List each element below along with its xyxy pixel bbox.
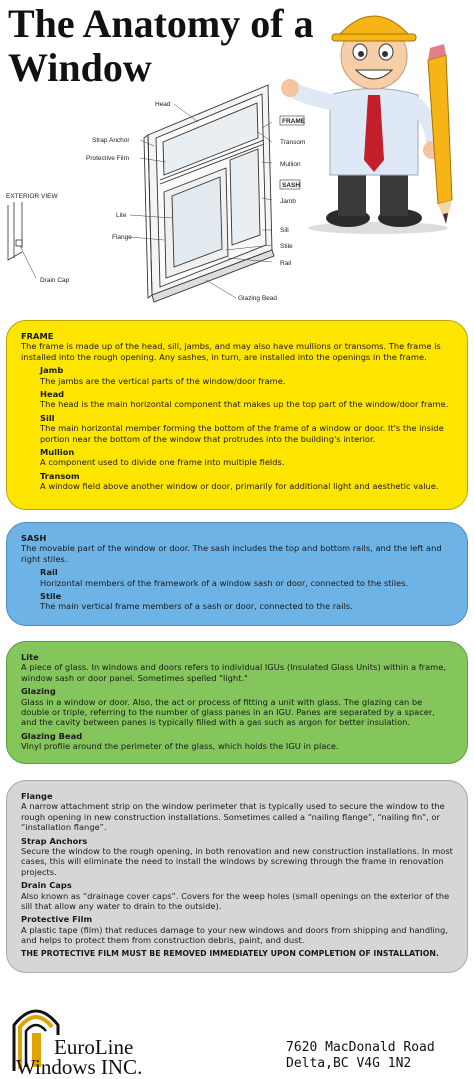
sash-description: The movable part of the window or door. The sash includes the top and bottom rails, and the left and right stiles. — [21, 543, 442, 564]
def-flange: A narrow attachment strip on the window perimeter that is typically used to secure the window to the rough opening in new construction installations. Sometimes called a “nailing flange”, “nailing fin”, or “installation flange”. — [21, 801, 445, 833]
exterior-view-inset — [8, 202, 22, 260]
label-mullion: Mullion — [280, 161, 301, 168]
protective-film-notice: THE PROTECTIVE FILM MUST BE REMOVED IMMEDIATELY UPON COMPLETION OF INSTALLATION. — [21, 948, 439, 958]
frame-items — [21, 365, 453, 491]
window-diagram — [0, 80, 306, 310]
term-jamb: Jamb — [40, 365, 64, 376]
term-flange: Flange — [21, 791, 53, 801]
glass-section — [6, 641, 468, 764]
label-transom: Transom — [280, 139, 306, 146]
def-strap-anchors: Secure the window to the rough opening, in both renovation and new construction installations. In most cases, this will eliminate the need to install the windows by screwing through the frame in renovation projects. — [21, 846, 453, 877]
label-sill: Sill — [280, 227, 289, 234]
hard-hat-icon — [332, 16, 416, 41]
sash-heading: SASH — [21, 533, 47, 543]
def-mullion: A component used to divide one frame into multiple fields. — [40, 457, 285, 468]
label-flange: Flange — [112, 234, 132, 241]
def-protective-film: A plastic tape (film) that reduces damage to your new windows and doors from shipping and handling, and helps to protect them from construction debris, paint, and dust. — [21, 924, 448, 946]
sash-items — [21, 567, 453, 612]
term-glazing-bead: Glazing Bead — [21, 730, 83, 741]
label-strap-anchor: Strap Anchor — [92, 137, 130, 144]
def-jamb: The jambs are the vertical parts of the window/door frame. — [40, 375, 286, 386]
brand-name-line1: EuroLine — [54, 1035, 134, 1059]
label-head: Head — [155, 101, 171, 108]
construction-worker-mascot — [268, 0, 474, 235]
def-glazing-bead: Vinyl profile around the perimeter of the glass, which holds the IGU in place. — [21, 741, 339, 752]
label-stile: Stile — [280, 243, 293, 250]
def-rail: Horizontal members of the framework of a window sash or door, connected to the stiles. — [40, 577, 409, 588]
term-protective-film: Protective Film — [21, 914, 93, 925]
term-stile: Stile — [40, 591, 62, 602]
def-transom: A window field above another window or door, primarily for additional light and aesthetic value. — [40, 481, 439, 492]
def-glazing: Glass in a window or door. Also, the act or process of fitting a unit with glass. The glazing can be double or triple, referring to the number of glass panes in an IGU. Panes are separated by a spacer, and the cavity between panes is typically filled with a gas such as argon for better insulation. — [21, 696, 435, 728]
frame-section — [6, 320, 468, 510]
label-rail: Rail — [280, 260, 292, 267]
frame-heading: FRAME — [21, 331, 54, 341]
term-drain-caps: Drain Caps — [21, 880, 72, 891]
label-frame: FRAME — [282, 118, 306, 125]
frame-description: The frame is made up of the head, sill, jambs, and may also have mullions or transoms. The frame is installed into the rough opening. Any sashes, in turn, are installed into the openings in the frame. — [21, 341, 441, 362]
term-rail: Rail — [40, 567, 58, 578]
def-drain-caps: Also known as “drainage cover caps”. Covers for the weep holes (small openings on the exterior of the sill that allow any water to drain to the outside). — [21, 890, 450, 912]
label-protective-film: Protective Film — [86, 155, 129, 162]
term-head: Head — [40, 389, 65, 400]
term-mullion: Mullion — [40, 447, 75, 458]
term-strap-anchors: Strap Anchors — [21, 835, 88, 846]
def-lite: A piece of glass. In windows and doors refers to individual IGUs (Insulated Glass Units) within a frame, window sash or door panel. Sometimes spelled "light." — [21, 662, 446, 683]
label-lite: Lite — [116, 212, 127, 219]
term-sill: Sill — [40, 412, 55, 423]
label-drain-cap: Drain Cap — [40, 277, 70, 284]
label-jamb: Jamb — [280, 198, 296, 205]
label-exterior-view: EXTERIOR VIEW — [6, 193, 58, 200]
def-head: The head is the main horizontal component that makes up the top part of the window/door frame. — [40, 399, 449, 410]
address-line1: 7620 MacDonald Road — [286, 1040, 435, 1055]
term-glazing: Glazing — [21, 686, 56, 697]
term-lite: Lite — [21, 652, 39, 662]
term-transom: Transom — [40, 470, 80, 481]
label-glazing-bead: Glazing Bead — [238, 295, 278, 302]
installation-section — [6, 780, 468, 973]
label-sash: SASH — [282, 182, 301, 189]
def-stile: The main vertical frame members of a sash or door, connected to the rails. — [40, 601, 353, 612]
address-line2: Delta,BC V4G 1N2 — [286, 1056, 412, 1071]
address — [286, 1040, 468, 1072]
brand-name-line2: Windows INC. — [16, 1055, 143, 1079]
def-sill: The main horizontal member forming the bottom of the frame of a window or door. It's the inside portion near the bottom of the window that protrudes into the building's interior. — [40, 423, 444, 444]
page-title: The Anatomy of a Window — [8, 1, 314, 90]
sash-section — [6, 522, 468, 626]
